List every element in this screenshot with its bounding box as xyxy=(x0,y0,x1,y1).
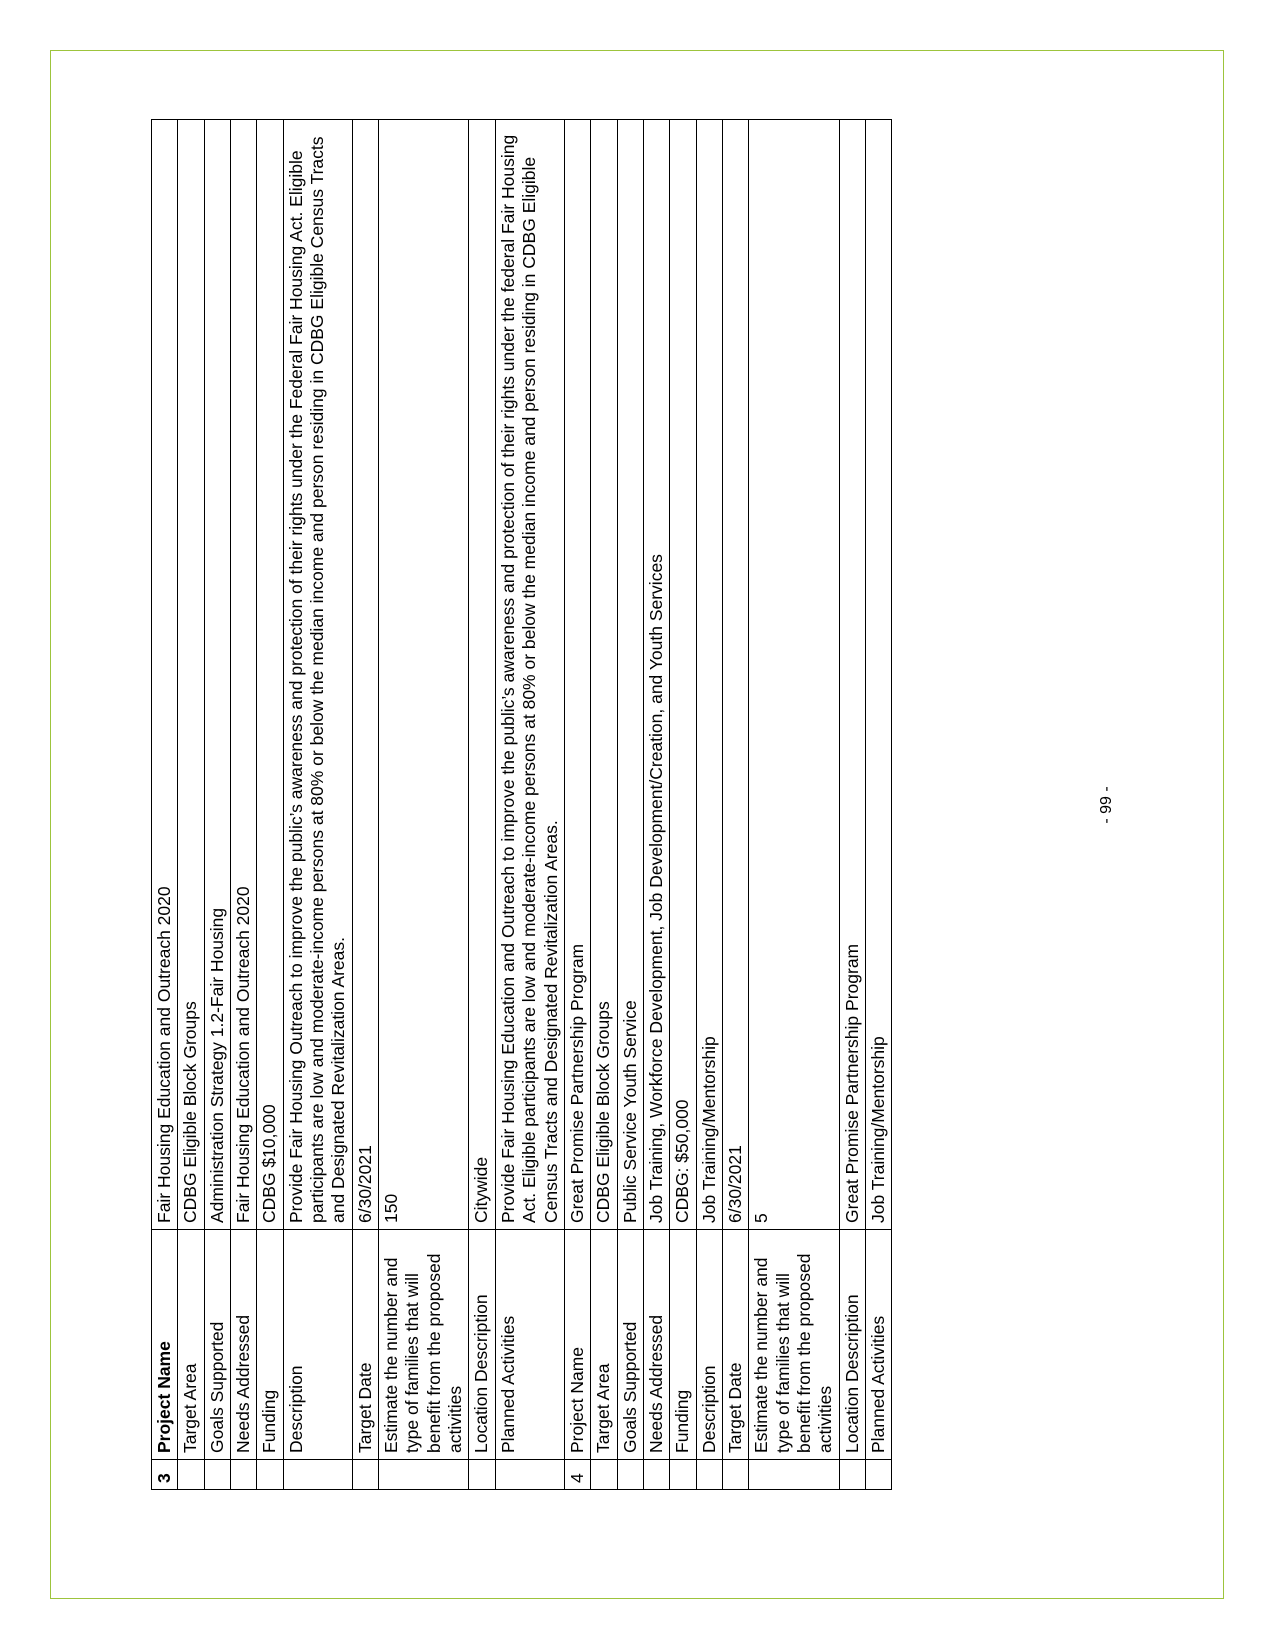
row-value: Fair Housing Education and Outreach 2020 xyxy=(152,120,178,1230)
row-value: Public Service Youth Service xyxy=(617,120,643,1230)
row-value: 150 xyxy=(379,120,469,1230)
project-table xyxy=(151,119,892,1490)
row-label: Estimate the number and type of families that will benefit from the proposed activities xyxy=(379,1230,469,1460)
number-cell xyxy=(283,1460,352,1490)
row-label: Project Name xyxy=(564,1230,590,1460)
project-number: 3 xyxy=(152,1460,178,1490)
number-cell xyxy=(696,1460,722,1490)
table-row xyxy=(722,120,748,1490)
row-label: Estimate the number and type of families that will benefit from the proposed activities xyxy=(749,1230,839,1460)
row-label: Target Date xyxy=(352,1230,378,1460)
row-value: Provide Fair Housing Outreach to improve the public’s awareness and protection of their rights under the Federal Fair Housing Act. Eligible participants are low and moderate-income persons at 80% or below the median income and person residing in CDBG Eligible Census Tracts and Designated Revitalization Areas. xyxy=(283,120,352,1230)
table-row xyxy=(152,120,178,1490)
table-row xyxy=(352,120,378,1490)
table-row xyxy=(379,120,469,1490)
row-value: Great Promise Partnership Program xyxy=(839,120,865,1230)
row-label: Funding xyxy=(670,1230,696,1460)
row-value: 6/30/2021 xyxy=(722,120,748,1230)
table-row xyxy=(670,120,696,1490)
table-row xyxy=(283,120,352,1490)
row-label: Needs Addressed xyxy=(231,1230,257,1460)
row-value: Administration Strategy 1.2-Fair Housing xyxy=(204,120,230,1230)
row-label: Location Description xyxy=(469,1230,495,1460)
row-label: Target Area xyxy=(178,1230,204,1460)
row-label: Project Name xyxy=(152,1230,178,1460)
table-row xyxy=(204,120,230,1490)
number-cell xyxy=(722,1460,748,1490)
rotated-table-container xyxy=(151,120,1031,1490)
row-label: Needs Addressed xyxy=(643,1230,669,1460)
page-number: - 99 - xyxy=(1098,786,1115,824)
row-value: 6/30/2021 xyxy=(352,120,378,1230)
row-value: Fair Housing Education and Outreach 2020 xyxy=(231,120,257,1230)
row-value: Job Training/Mentorship xyxy=(865,120,891,1230)
number-cell xyxy=(379,1460,469,1490)
number-cell xyxy=(257,1460,283,1490)
row-label: Target Area xyxy=(591,1230,617,1460)
number-cell xyxy=(749,1460,839,1490)
row-label: Location Description xyxy=(839,1230,865,1460)
table-row xyxy=(591,120,617,1490)
number-cell xyxy=(643,1460,669,1490)
row-value: Job Training/Mentorship xyxy=(696,120,722,1230)
number-cell xyxy=(670,1460,696,1490)
table-row xyxy=(178,120,204,1490)
row-value: CDBG Eligible Block Groups xyxy=(178,120,204,1230)
row-value: Job Training, Workforce Development, Job Development/Creation, and Youth Services xyxy=(643,120,669,1230)
number-cell xyxy=(469,1460,495,1490)
row-value: CDBG Eligible Block Groups xyxy=(591,120,617,1230)
table-row xyxy=(617,120,643,1490)
table-row xyxy=(696,120,722,1490)
row-label: Planned Activities xyxy=(865,1230,891,1460)
table-row xyxy=(495,120,564,1490)
row-label: Description xyxy=(283,1230,352,1460)
row-label: Description xyxy=(696,1230,722,1460)
row-label: Goals Supported xyxy=(204,1230,230,1460)
number-cell xyxy=(231,1460,257,1490)
number-cell xyxy=(204,1460,230,1490)
row-label: Funding xyxy=(257,1230,283,1460)
table-row xyxy=(749,120,839,1490)
table-row xyxy=(231,120,257,1490)
table-row xyxy=(865,120,891,1490)
table-row xyxy=(257,120,283,1490)
row-value: CDBG: $50,000 xyxy=(670,120,696,1230)
row-label: Planned Activities xyxy=(495,1230,564,1460)
row-value: CDBG $10,000 xyxy=(257,120,283,1230)
number-cell xyxy=(495,1460,564,1490)
table-row xyxy=(564,120,590,1490)
row-value: Citywide xyxy=(469,120,495,1230)
table-row xyxy=(469,120,495,1490)
table-row xyxy=(643,120,669,1490)
number-cell xyxy=(591,1460,617,1490)
row-value: 5 xyxy=(749,120,839,1230)
number-cell xyxy=(865,1460,891,1490)
row-label: Goals Supported xyxy=(617,1230,643,1460)
number-cell xyxy=(178,1460,204,1490)
number-cell xyxy=(617,1460,643,1490)
row-value: Provide Fair Housing Education and Outreach to improve the public’s awareness and protection of their rights under the federal Fair Housing Act. Eligible participants are low and moderate-income persons at 80% or below the median income and person residing in CDBG Eligible Census Tracts and Designated Revitalization Areas. xyxy=(495,120,564,1230)
project-number: 4 xyxy=(564,1460,590,1490)
table-row xyxy=(839,120,865,1490)
number-cell xyxy=(352,1460,378,1490)
row-value: Great Promise Partnership Program xyxy=(564,120,590,1230)
number-cell xyxy=(839,1460,865,1490)
row-label: Target Date xyxy=(722,1230,748,1460)
